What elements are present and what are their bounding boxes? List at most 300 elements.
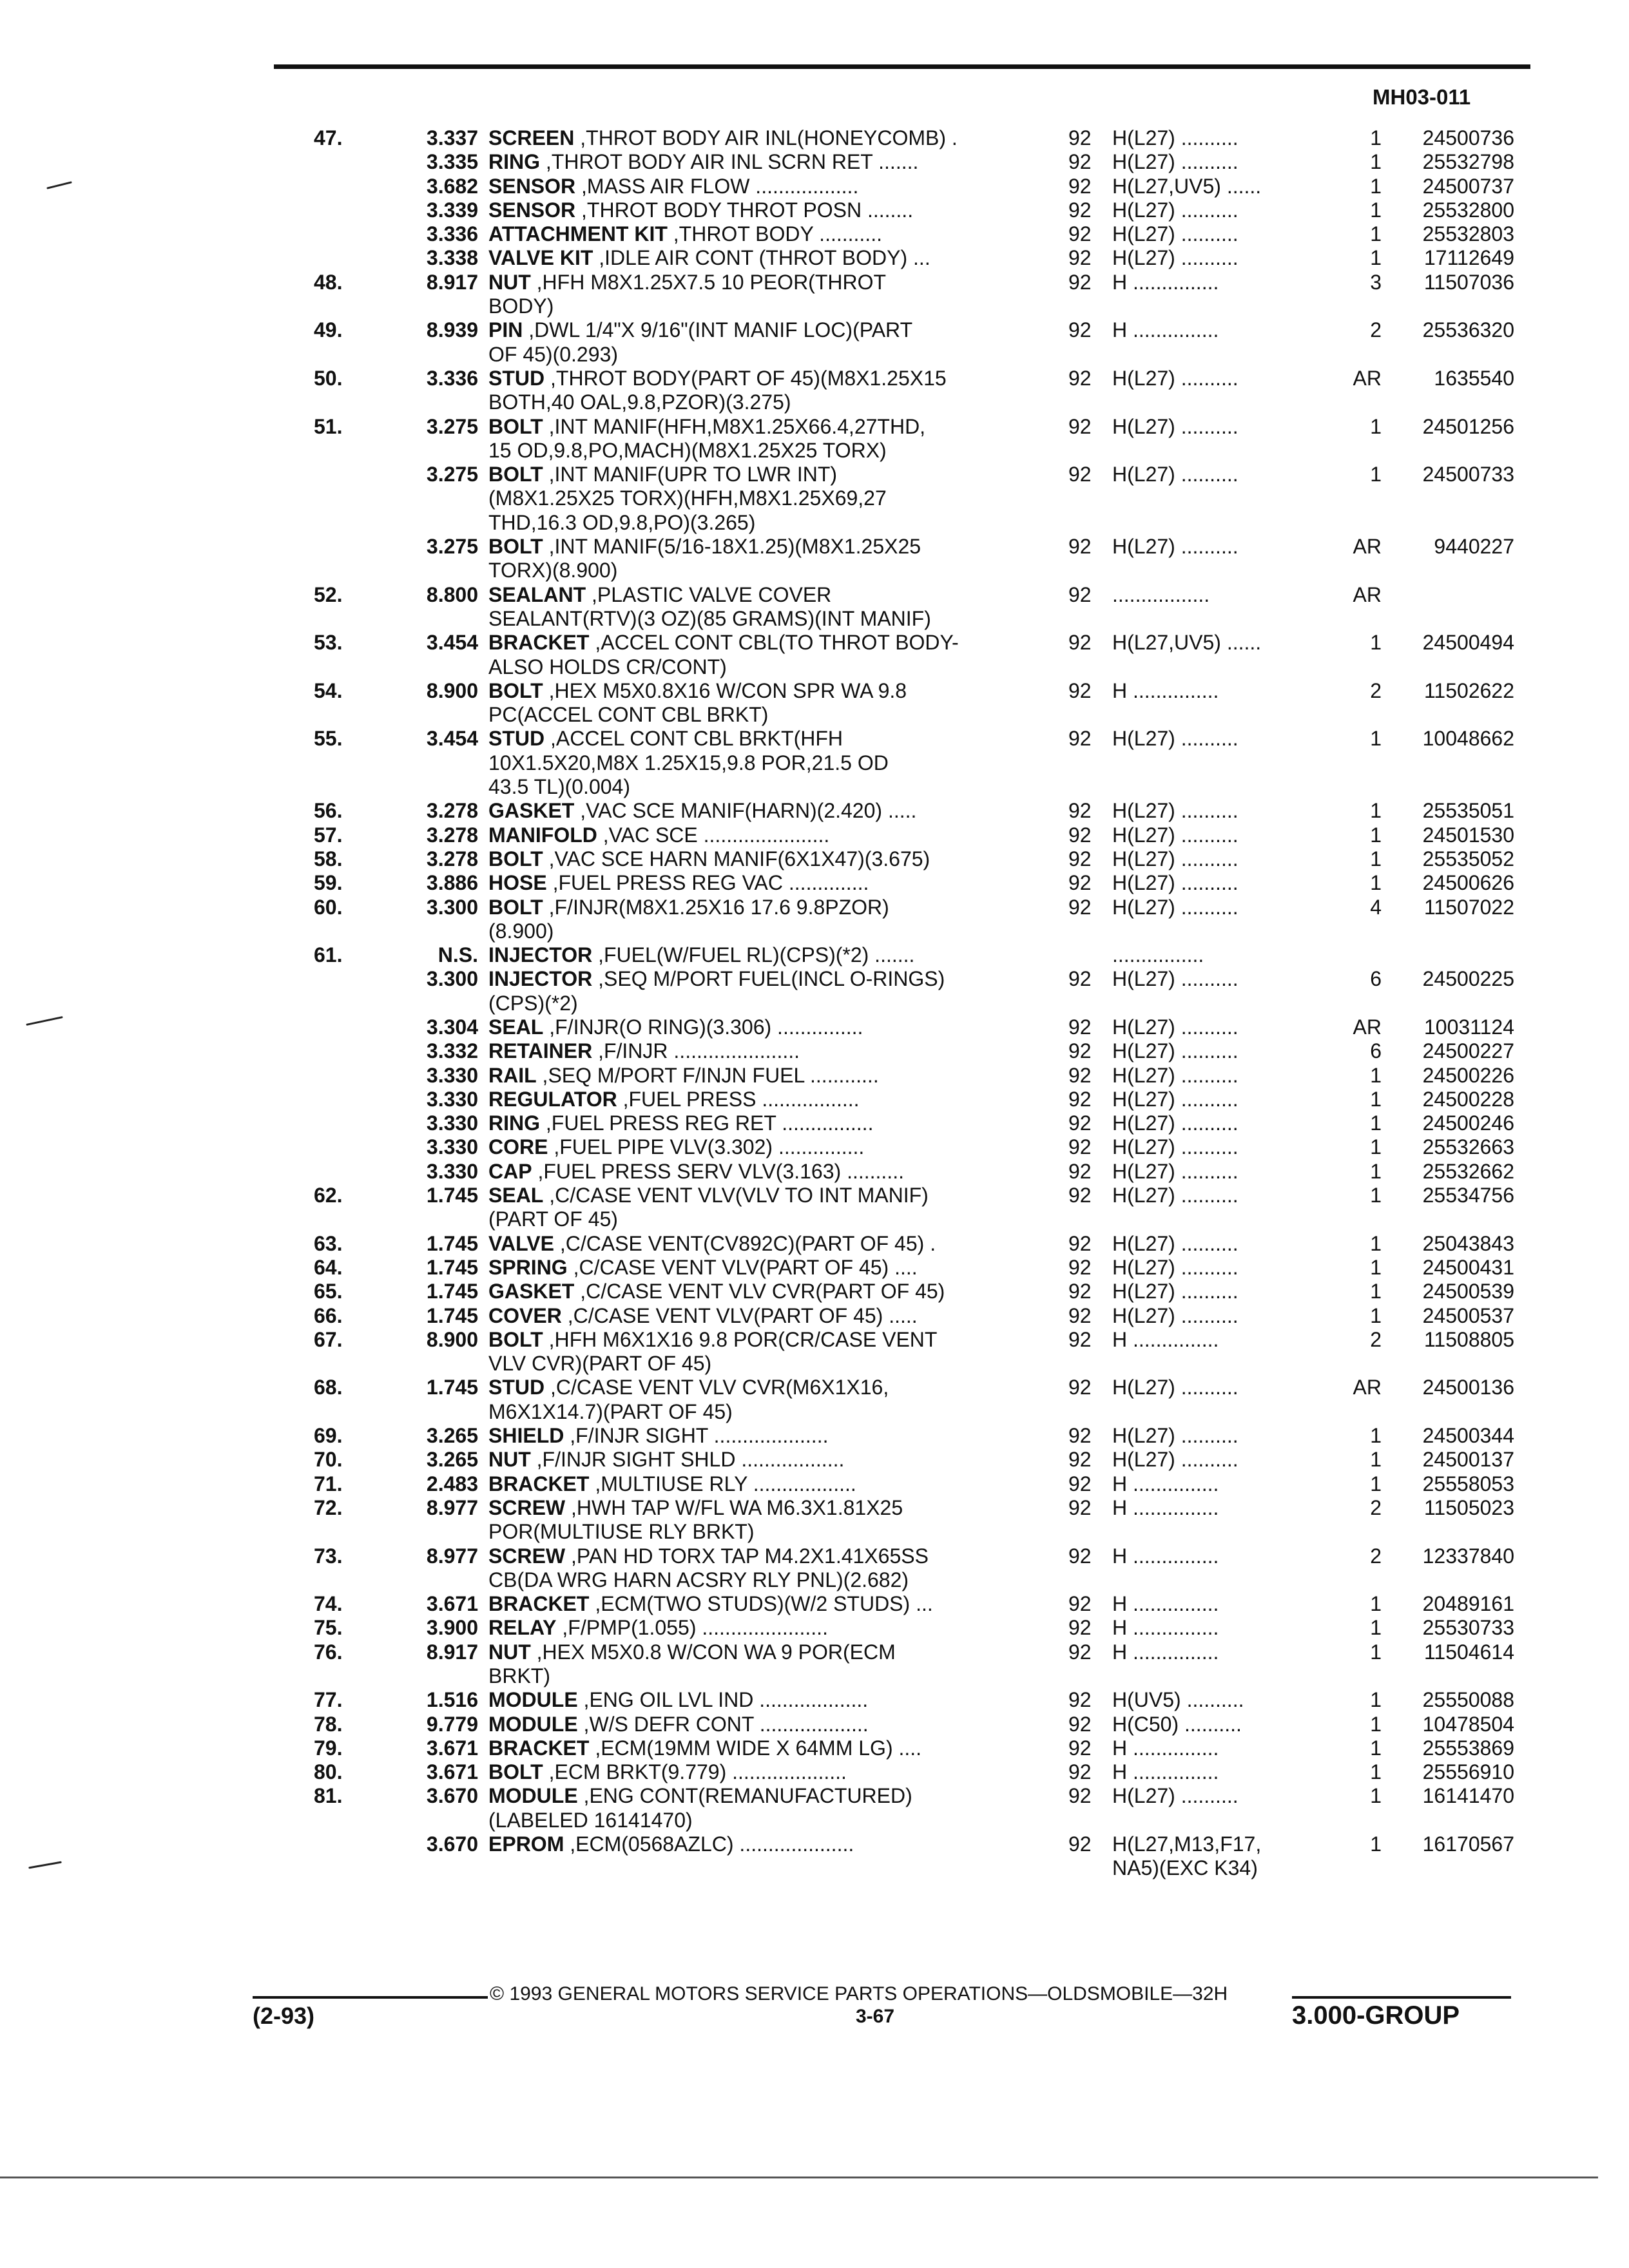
- part-name: ATTACHMENT KIT: [488, 222, 668, 246]
- group-number: 3.337: [426, 126, 478, 149]
- table-row: [0, 1135, 1629, 1159]
- ref-number: 70.: [314, 1448, 343, 1472]
- desc-leader: ...............: [771, 1015, 863, 1039]
- part-description: [488, 439, 887, 463]
- model-year: 92: [1068, 366, 1092, 390]
- part-description: [488, 463, 837, 486]
- table-row: [0, 1568, 1629, 1592]
- footer-copyright: © 1993 GENERAL MOTORS SERVICE PARTS OPERATIONS—OLDSMOBILE—32H: [490, 1983, 1228, 2004]
- table-row: [0, 1232, 1629, 1256]
- model-leader: ..........: [1175, 366, 1239, 390]
- model-text: H: [1112, 1495, 1128, 1519]
- group-number: 3.338: [426, 246, 478, 270]
- part-number: 25043843: [1422, 1231, 1514, 1255]
- desc-leader: ....................: [708, 1424, 829, 1448]
- part-name: CORE: [488, 1135, 548, 1159]
- table-row: [0, 511, 1629, 535]
- model-text: H(L27): [1112, 1448, 1175, 1472]
- model-leader: ..........: [1175, 1376, 1239, 1399]
- model-text: H: [1112, 1472, 1128, 1495]
- part-detail: ,IDLE AIR CONT (THROT BODY): [593, 246, 908, 270]
- group-number: 3.336: [426, 222, 478, 246]
- group-number: 3.336: [426, 366, 478, 390]
- model-text: H: [1112, 1640, 1128, 1664]
- table-row: [0, 1088, 1629, 1111]
- model-year: 92: [1068, 1448, 1092, 1472]
- part-description: [488, 1664, 550, 1688]
- model-code: [1112, 847, 1239, 871]
- table-row: [0, 919, 1629, 943]
- group-number: 3.886: [426, 871, 478, 895]
- table-row: [0, 1592, 1629, 1616]
- part-description: [488, 222, 882, 246]
- model-code: [1112, 1304, 1239, 1328]
- part-name: STUD: [488, 1376, 545, 1399]
- part-description: [488, 1832, 854, 1856]
- model-code: [1112, 150, 1239, 174]
- table-row: [0, 1280, 1629, 1303]
- group-number: 8.900: [426, 678, 478, 702]
- part-name: SCREEN: [488, 126, 575, 149]
- desc-leader: ..................: [735, 1448, 845, 1472]
- quantity: 1: [1370, 847, 1382, 870]
- model-leader: ......: [1220, 631, 1262, 655]
- group-number: 8.917: [426, 270, 478, 294]
- part-detail: ,ENG CONT(REMANUFACTURED): [577, 1784, 912, 1808]
- ref-number: 62.: [314, 1184, 343, 1207]
- part-description: [488, 943, 914, 967]
- table-row: [0, 1400, 1629, 1424]
- model-text: H(L27): [1112, 871, 1175, 895]
- part-detail: ,VAC SCE MANIF(HARN)(2.420): [574, 799, 883, 823]
- part-detail: (LABELED 16141470): [488, 1808, 693, 1832]
- quantity: 1: [1370, 1111, 1382, 1135]
- part-number: 20489161: [1422, 1592, 1514, 1616]
- model-leader: ..........: [1175, 1303, 1239, 1327]
- quantity: 1: [1370, 1087, 1382, 1111]
- model-code: [1112, 1280, 1239, 1303]
- part-number: 1635540: [1434, 366, 1514, 390]
- part-description: [488, 1184, 929, 1207]
- part-name: BOLT: [488, 414, 543, 438]
- model-year: 92: [1068, 1063, 1092, 1087]
- model-leader: ...............: [1127, 1544, 1219, 1568]
- model-text: H: [1112, 1736, 1128, 1760]
- part-number: 24501256: [1422, 414, 1514, 438]
- ref-number: 68.: [314, 1376, 343, 1399]
- desc-leader: ...: [910, 1592, 933, 1616]
- part-description: [488, 1688, 868, 1712]
- part-detail: ,THROT BODY: [667, 222, 814, 246]
- part-description: [488, 1448, 844, 1472]
- model-text: H(UV5): [1112, 1688, 1181, 1712]
- model-code: [1112, 1736, 1219, 1760]
- part-description: [488, 631, 959, 655]
- model-leader: ..........: [1175, 1015, 1239, 1039]
- table-row: [0, 486, 1629, 510]
- part-name: MODULE: [488, 1784, 578, 1808]
- part-detail: ,HEX M5X0.8 W/CON WA 9 POR(ECM: [530, 1640, 896, 1664]
- part-description: [488, 511, 755, 535]
- group-number: 8.800: [426, 582, 478, 606]
- part-detail: ,F/INJR SIGHT SHLD: [530, 1448, 736, 1472]
- desc-leader: ...: [907, 246, 930, 270]
- part-description: [488, 1111, 873, 1135]
- model-year: 92: [1068, 1712, 1092, 1736]
- part-number: 24501530: [1422, 823, 1514, 847]
- part-detail: BOTH,40 OAL,9.8,PZOR)(3.275): [488, 390, 791, 414]
- table-row: [0, 1352, 1629, 1376]
- model-leader: ..........: [1175, 1448, 1239, 1472]
- part-name: EPROM: [488, 1832, 564, 1856]
- model-leader: ..........: [1175, 1087, 1239, 1111]
- model-code: [1112, 1760, 1219, 1784]
- part-number: 25556910: [1422, 1760, 1514, 1784]
- part-description: [488, 967, 945, 991]
- part-description: [488, 150, 918, 174]
- model-code: [1112, 1472, 1219, 1496]
- part-detail: ,ECM(19MM WIDE X 64MM LG): [589, 1736, 893, 1760]
- model-text: H: [1112, 1616, 1128, 1640]
- quantity: 1: [1370, 246, 1382, 270]
- part-detail: ,INT MANIF(5/16-18X1.25)(M8X1.25X25: [543, 535, 921, 559]
- model-leader: ..........: [1175, 1231, 1239, 1255]
- model-year: 92: [1068, 1736, 1092, 1760]
- table-row: [0, 967, 1629, 991]
- part-name: BOLT: [488, 895, 543, 919]
- part-description: [488, 1088, 860, 1111]
- model-year: 92: [1068, 895, 1092, 919]
- model-code: [1112, 1328, 1219, 1352]
- quantity: 1: [1370, 1688, 1382, 1712]
- part-name: MANIFOLD: [488, 823, 597, 847]
- model-code: [1112, 583, 1210, 607]
- ref-number: 66.: [314, 1303, 343, 1327]
- ref-number: 48.: [314, 270, 343, 294]
- part-number: 11502622: [1424, 678, 1514, 702]
- part-description: [488, 655, 727, 679]
- table-row: [0, 1111, 1629, 1135]
- model-year: 92: [1068, 1760, 1092, 1784]
- part-number: 11507036: [1424, 270, 1514, 294]
- model-text: H(L27): [1112, 1111, 1175, 1135]
- table-row: [0, 271, 1629, 294]
- ref-number: 63.: [314, 1231, 343, 1255]
- ref-number: 76.: [314, 1640, 343, 1664]
- model-text: H(L27,UV5): [1112, 631, 1221, 655]
- model-text: H(L27): [1112, 126, 1175, 149]
- model-text: H(L27): [1112, 1784, 1175, 1808]
- table-row: [0, 775, 1629, 799]
- part-name: SCREW: [488, 1495, 566, 1519]
- quantity: 1: [1370, 1135, 1382, 1159]
- part-number: 25535051: [1422, 799, 1514, 823]
- model-code: [1112, 1832, 1261, 1856]
- model-text: H(L27): [1112, 1087, 1175, 1111]
- model-code: [1112, 126, 1239, 150]
- part-name: SHIELD: [488, 1424, 564, 1448]
- bottom-rule: [0, 2177, 1598, 2178]
- model-text: H(L27): [1112, 535, 1175, 559]
- desc-leader: ................: [776, 1111, 874, 1135]
- part-detail: ,C/CASE VENT VLV(VLV TO INT MANIF): [543, 1184, 929, 1207]
- part-description: [488, 703, 768, 727]
- model-year: 92: [1068, 1255, 1092, 1279]
- desc-leader: ....................: [726, 1760, 847, 1784]
- group-number: 3.278: [426, 847, 478, 870]
- model-leader: ..........: [1175, 1184, 1239, 1207]
- part-detail: ,MULTIUSE RLY: [589, 1472, 747, 1495]
- model-leader: ..........: [1175, 535, 1239, 559]
- part-description: [488, 175, 858, 198]
- quantity: 1: [1370, 1159, 1382, 1183]
- quantity: 1: [1370, 1832, 1382, 1856]
- group-number: 3.330: [426, 1159, 478, 1183]
- table-row: [0, 1184, 1629, 1207]
- part-number: 24500539: [1422, 1280, 1514, 1303]
- model-leader: ..........: [1175, 246, 1239, 270]
- part-detail: ,ENG OIL LVL IND: [577, 1688, 754, 1712]
- part-name: BOLT: [488, 678, 543, 702]
- part-number: 10478504: [1422, 1712, 1514, 1736]
- model-year: 92: [1068, 1424, 1092, 1448]
- model-year: 92: [1068, 967, 1092, 991]
- part-name: SENSOR: [488, 198, 576, 222]
- desc-leader: .....: [882, 799, 917, 823]
- part-number: 9440227: [1434, 535, 1514, 559]
- table-row: [0, 1328, 1629, 1352]
- model-code: [1112, 1640, 1219, 1664]
- part-description: [488, 1496, 903, 1520]
- part-number: 24500225: [1422, 967, 1514, 991]
- model-year: 92: [1068, 847, 1092, 870]
- table-row: [0, 799, 1629, 823]
- model-leader: ..........: [1175, 1159, 1239, 1183]
- part-description: [488, 486, 887, 510]
- desc-leader: ...................: [753, 1712, 869, 1736]
- model-text: H(L27): [1112, 1184, 1175, 1207]
- part-number: 25532798: [1422, 150, 1514, 174]
- model-leader: ..........: [1175, 847, 1239, 870]
- model-text: H(L27): [1112, 198, 1175, 222]
- model-text: H(L27): [1112, 366, 1175, 390]
- part-description: [488, 198, 913, 222]
- part-description: [488, 535, 921, 559]
- model-leader: ...............: [1127, 1472, 1219, 1495]
- part-detail: ,DWL 1/4"X 9/16"(INT MANIF LOC)(PART: [523, 318, 913, 342]
- ref-number: 64.: [314, 1255, 343, 1279]
- model-leader: ...............: [1127, 678, 1219, 702]
- model-code: [1112, 967, 1239, 991]
- ref-number: 60.: [314, 895, 343, 919]
- group-number: 1.745: [426, 1184, 478, 1207]
- quantity: AR: [1353, 1376, 1382, 1399]
- table-row: [0, 1160, 1629, 1184]
- table-row: [0, 439, 1629, 463]
- part-description: [488, 799, 916, 823]
- part-name: CAP: [488, 1159, 532, 1183]
- table-row: [0, 727, 1629, 751]
- table-row: [0, 1015, 1629, 1039]
- part-name: INJECTOR: [488, 943, 593, 967]
- model-code: [1112, 1135, 1239, 1159]
- part-name: BRACKET: [488, 1736, 590, 1760]
- ref-number: 53.: [314, 631, 343, 655]
- quantity: 1: [1370, 1592, 1382, 1616]
- model-code: [1112, 1111, 1239, 1135]
- model-leader: ...............: [1127, 1592, 1219, 1616]
- model-code: [1112, 246, 1239, 270]
- model-year: 92: [1068, 463, 1092, 486]
- part-number: 24500226: [1422, 1063, 1514, 1087]
- part-name: NUT: [488, 1448, 531, 1472]
- model-text: H(L27): [1112, 1039, 1175, 1063]
- model-code: [1112, 1856, 1258, 1880]
- model-leader: ...............: [1127, 1327, 1219, 1351]
- model-year: 92: [1068, 799, 1092, 823]
- part-name: BRACKET: [488, 1472, 590, 1495]
- part-number: 11508805: [1424, 1327, 1514, 1351]
- model-leader: ..........: [1175, 1280, 1239, 1303]
- model-code: [1112, 1688, 1244, 1712]
- model-year: 92: [1068, 1303, 1092, 1327]
- quantity: 1: [1370, 1063, 1382, 1087]
- model-text: H(C50): [1112, 1712, 1179, 1736]
- group-number: 3.671: [426, 1760, 478, 1784]
- part-detail: TORX)(8.900): [488, 559, 618, 582]
- model-code: [1112, 896, 1239, 919]
- part-name: NUT: [488, 1640, 531, 1664]
- ref-number: 57.: [314, 823, 343, 847]
- table-row: [0, 318, 1629, 342]
- part-name: SEAL: [488, 1015, 544, 1039]
- ref-number: 50.: [314, 366, 343, 390]
- part-description: [488, 1280, 945, 1303]
- part-number: 24500228: [1422, 1087, 1514, 1111]
- model-year: 92: [1068, 198, 1092, 222]
- quantity: 1: [1370, 414, 1382, 438]
- desc-leader: .: [924, 1231, 936, 1255]
- part-description: [488, 1400, 733, 1424]
- model-year: 92: [1068, 678, 1092, 702]
- model-year: 92: [1068, 222, 1092, 246]
- quantity: 1: [1370, 1712, 1382, 1736]
- model-year: 92: [1068, 270, 1092, 294]
- model-code: [1112, 1592, 1219, 1616]
- quantity: AR: [1353, 366, 1382, 390]
- model-code: [1112, 1424, 1239, 1448]
- ref-number: 72.: [314, 1495, 343, 1519]
- model-year: 92: [1068, 414, 1092, 438]
- model-code: [1112, 271, 1219, 294]
- part-detail: ,THROT BODY THROT POSN: [575, 198, 862, 222]
- model-leader: ..........: [1175, 823, 1239, 847]
- part-number: 24500733: [1422, 463, 1514, 486]
- part-number: 25553869: [1422, 1736, 1514, 1760]
- footer-rule-right: [1292, 1996, 1511, 1999]
- part-description: [488, 1544, 929, 1568]
- group-number: 3.671: [426, 1736, 478, 1760]
- desc-leader: ....: [892, 1736, 922, 1760]
- part-detail: CB(DA WRG HARN ACSRY RLY PNL)(2.682): [488, 1568, 909, 1591]
- model-leader: ..........: [1175, 1135, 1239, 1159]
- model-code: [1112, 535, 1239, 559]
- group-number: 3.275: [426, 414, 478, 438]
- table-row: [0, 415, 1629, 439]
- model-leader: ..........: [1175, 1063, 1239, 1087]
- part-number: 25530733: [1422, 1616, 1514, 1640]
- part-detail: ,SEQ M/PORT F/INJN FUEL: [536, 1063, 805, 1087]
- model-leader: ..........: [1175, 150, 1239, 174]
- footer-rule-left: [253, 1996, 488, 1999]
- part-description: [488, 271, 886, 294]
- table-row: [0, 198, 1629, 222]
- part-detail: ,ACCEL CONT CBL BRKT(HFH: [545, 727, 843, 751]
- ref-number: 52.: [314, 582, 343, 606]
- model-leader: ..........: [1175, 222, 1239, 246]
- part-detail: ,INT MANIF(HFH,M8X1.25X66.4,27THD,: [543, 414, 926, 438]
- model-text: H: [1112, 270, 1128, 294]
- table-row: [0, 1664, 1629, 1688]
- part-name: GASKET: [488, 799, 575, 823]
- part-description: [488, 1328, 937, 1352]
- part-number: 16170567: [1422, 1832, 1514, 1856]
- part-name: BOLT: [488, 1760, 543, 1784]
- part-detail: ,MASS AIR FLOW: [575, 174, 750, 198]
- model-year: 92: [1068, 318, 1092, 342]
- group-number: 3.330: [426, 1063, 478, 1087]
- desc-leader: .................: [756, 1087, 860, 1111]
- model-text: H: [1112, 678, 1128, 702]
- part-detail: ,HFH M6X1X16 9.8 POR(CR/CASE VENT: [543, 1327, 938, 1351]
- ref-number: 56.: [314, 799, 343, 823]
- table-row: [0, 559, 1629, 582]
- model-text: H(L27): [1112, 1159, 1175, 1183]
- model-leader: ..........: [1175, 895, 1239, 919]
- group-number: 1.745: [426, 1280, 478, 1303]
- desc-leader: ...................: [753, 1688, 869, 1712]
- model-code: [1112, 1544, 1219, 1568]
- group-number: 3.900: [426, 1616, 478, 1640]
- model-text: H(L27): [1112, 847, 1175, 870]
- model-code: [1112, 1015, 1239, 1039]
- part-number: 24500736: [1422, 126, 1514, 149]
- ref-number: 59.: [314, 871, 343, 895]
- part-number: 24500494: [1422, 631, 1514, 655]
- part-number: 10031124: [1424, 1015, 1514, 1039]
- part-description: [488, 1160, 904, 1184]
- quantity: 1: [1370, 1424, 1382, 1448]
- part-name: RAIL: [488, 1063, 537, 1087]
- desc-leader: ..........: [841, 1159, 904, 1183]
- model-text: H(L27,UV5): [1112, 174, 1221, 198]
- part-name: MODULE: [488, 1688, 578, 1712]
- quantity: 1: [1370, 1280, 1382, 1303]
- quantity: 3: [1370, 270, 1382, 294]
- model-year: 92: [1068, 1472, 1092, 1495]
- quantity: 1: [1370, 174, 1382, 198]
- ref-number: 69.: [314, 1424, 343, 1448]
- part-name: BOLT: [488, 463, 543, 486]
- model-year: 92: [1068, 727, 1092, 751]
- model-text: H(L27): [1112, 1280, 1175, 1303]
- model-code: [1112, 463, 1239, 486]
- part-detail: M6X1X14.7)(PART OF 45): [488, 1399, 733, 1423]
- table-row: [0, 607, 1629, 631]
- table-row: [0, 1713, 1629, 1736]
- part-description: [488, 294, 554, 318]
- part-name: REGULATOR: [488, 1087, 617, 1111]
